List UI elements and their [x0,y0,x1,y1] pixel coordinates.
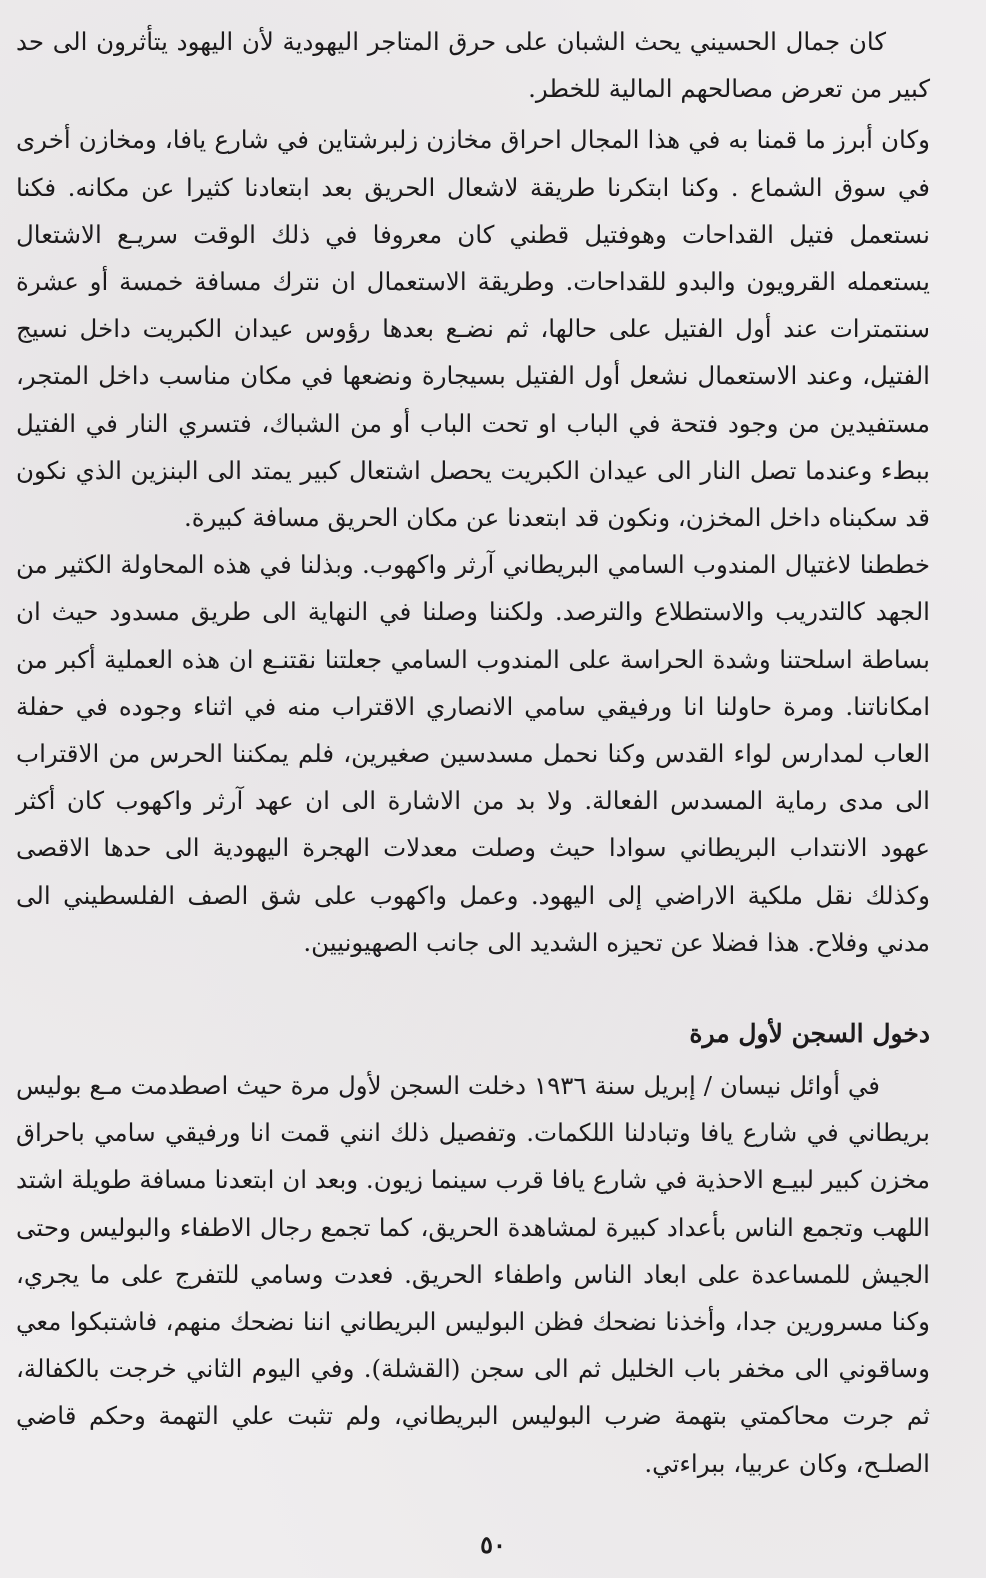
paragraph-1: كان جمال الحسيني يحث الشبان على حرق المتاجر اليهودية لأن اليهود يتأثرون الى حد كبير من تعرض مصالحهم المالية للخطر. [16,27,930,104]
paragraph-3: خططنا لاغتيال المندوب السامي البريطاني آرثر واكهوب. وبذلنا في هذه المحاولة الكثير من الجهد كالتدريب والاستطلاع والترصد. ولكننا وصلنا في النهاية الى طريق مسدود حيث ان بساطة اسلحتنا وشدة الحراسة على المندوب السامي جعلتنا نقتنـع ان هذه العملية أكبر من امكاناتنا. ومرة حاولنا انا ورفيقي سامي الانصاري الاقتراب منه في اثناء وجوده في حفلة العاب لمدارس لواء القدس وكنا نحمل مسدسين صغيرين، فلم يمكننا الحرس من الاقتراب الى مدى رماية المسدس الفعالة. ولا بد من الاشارة الى ان عهد آرثر واكهوب كان أكثر عهود الانتداب البريطاني سوادا حيث وصلت معدلات الهجرة اليهودية الى حدها الاقصى وكذلك نقل ملكية الاراضي إلى اليهود. وعمل واكهوب على شق الصف الفلسطيني الى مدني وفلاح. هذا فضلا عن تحيزه الشديد الى جانب الصهيونيين. [16,550,930,957]
paragraph-2: وكان أبرز ما قمنا به في هذا المجال احراق مخازن زلبرشتاين في شارع يافا، ومخازن أخرى في سوق الشماع . وكنا ابتكرنا طريقة لاشعال الحريق بعد ابتعادنا كثيرا عن مكانه. فكنا نستعمل فتيل القداحات وهوفتيل قطني كان معروفا في ذلك الوقت سريـع الاشتعال يستعمله القرويون والبدو للقداحات. وطريقة الاستعمال ان نترك مسافة خمسة أو عشرة سنتمترات عند أول الفتيل على حالها، ثم نضـع بعدها رؤوس عيدان الكبريت داخل نسيج الفتيل، وعند الاستعمال نشعل أول الفتيل بسيجارة ونضعها في مكان مناسب داخل المتجر، مستفيدين من وجود فتحة في الباب او تحت الباب أو من الشباك، فتسري النار في الفتيل ببطء وعندما تصل النار الى عيدان الكبريت يحصل اشتعال كبير يمتد الى البنزين الذي نكون قد سكبناه داخل المخزن، ونكون قد ابتعدنا عن مكان الحريق مسافة كبيرة. [16,125,930,533]
section-heading: دخول السجن لأول مرة [689,1019,930,1049]
page-number: ٥٠ [480,1530,506,1559]
section-paragraph: في أوائل نيسان / إبريل سنة ١٩٣٦ دخلت السجن لأول مرة حيث اصطدمت مـع بوليس بريطاني في شارع يافا وتبادلنا اللكمات. وتفصيل ذلك انني قمت انا ورفيقي سامي باحراق مخزن كبير لبيـع الاحذية في شارع يافا قرب سينما زيون. وبعد ان ابتعدنا مسافة طويلة اشتد اللهب وتجمع الناس بأعداد كبيرة لمشاهدة الحريق، كما تجمع رجال الاطفاء والبوليس وحتى الجيش للمساعدة على ابعاد الناس واطفاء الحريق. فعدت وسامي للتفرج على ما يجري، وكنا مسرورين جدا، وأخذنا نضحك فظن البوليس البريطاني اننا نضحك منهم، فاشتبكوا معي وساقوني الى مخفر باب الخليل ثم الى سجن (القشلة). وفي اليوم الثاني خرجت بالكفالة، ثم جرت محاكمتي بتهمة ضرب البوليس البريطاني، ولم تثبت علي التهمة وحكم قاضي الصلـح، وكان عربيا، ببراءتي. [15,1071,930,1478]
